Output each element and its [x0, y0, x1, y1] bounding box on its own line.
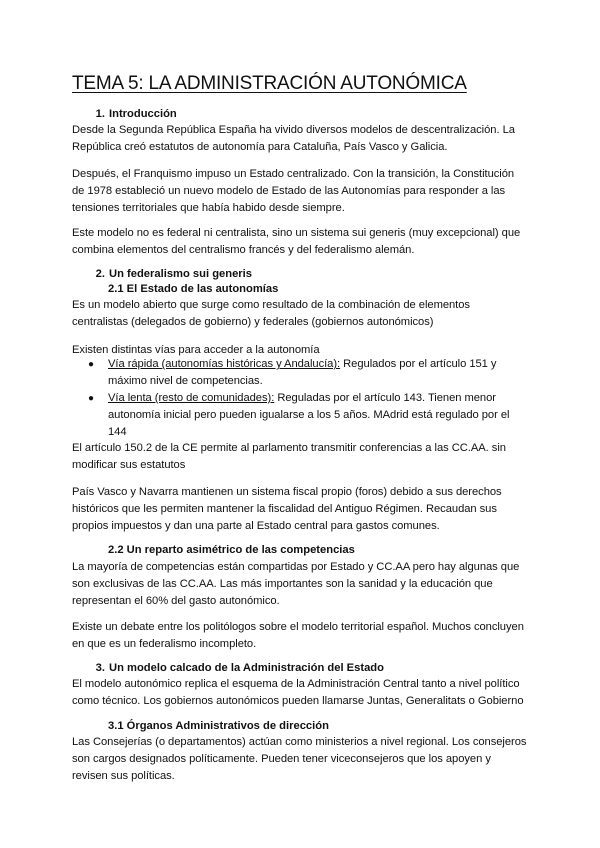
subsection-2-1-heading: 2.1 El Estado de las autonomías — [108, 283, 279, 295]
paragraph-line: como técnico. Los gobiernos autonómicos pueden llamarse Juntas, Generalitats o Gobierno — [72, 695, 524, 707]
paragraph-line: Desde la Segunda República España ha vivido diversos modelos de descentralización. La — [72, 124, 515, 136]
bullet-text: Regulados por el artículo 151 y — [340, 358, 497, 370]
bullet-dot: ● — [88, 393, 95, 404]
bullet-term: Vía lenta (resto de comunidades): — [108, 392, 275, 404]
paragraph-line: El modelo autonómico replica el esquema de la Administración Central tanto a nivel político — [72, 678, 520, 690]
section-1-number: 1. — [95, 108, 105, 120]
paragraph-line: Después, el Franquismo impuso un Estado centralizado. Con la transición, la Constitución — [72, 168, 515, 180]
paragraph-line: modificar sus estatutos — [72, 459, 186, 471]
paragraph-line: Existe un debate entre los politólogos sobre el modelo territorial español. Muchos concluyen — [72, 621, 524, 633]
section-1-heading: Introducción — [109, 108, 177, 120]
paragraph-line: El artículo 150.2 de la CE permite al parlamento transmitir conferencias a las CC.AA. sin — [72, 442, 506, 454]
bullet-line: máximo nivel de competencias. — [108, 375, 263, 387]
document-title: TEMA 5: LA ADMINISTRACIÓN AUTONÓMICA — [72, 73, 467, 94]
paragraph-line: propios impuestos y dan una parte al Estado central para gastos comunes. — [72, 520, 440, 532]
subsection-2-2-heading: 2.2 Un reparto asimétrico de las competencias — [108, 544, 355, 556]
paragraph-line: tensiones territoriales que había habido desde siempre. — [72, 202, 345, 214]
paragraph-line: combina elementos del centralismo francés y del federalismo alemán. — [72, 244, 415, 256]
paragraph-line: centralistas (delegados de gobierno) y federales (gobiernos autonómicos) — [72, 316, 434, 328]
paragraph-line: República creó estatutos de autonomía para Cataluña, País Vasco y Galicia. — [72, 141, 448, 153]
paragraph-line: son exclusivas de las CC.AA. Las más importantes son la sanidad y la educación que — [72, 578, 493, 590]
section-2-heading: Un federalismo sui generis — [109, 268, 252, 280]
subsection-3-1-heading: 3.1 Órganos Administrativos de dirección — [108, 720, 329, 732]
bullet-text: Reguladas por el artículo 143. Tienen menor — [274, 392, 496, 404]
paragraph-line: son cargos designados políticamente. Pueden tener viceconsejeros que los apoyen y — [72, 753, 491, 765]
paragraph-line: Las Consejerías (o departamentos) actúan como ministerios a nivel regional. Los consejeros — [72, 736, 527, 748]
bullet-term: Vía rápida (autonomías históricas y Andalucía): — [108, 358, 341, 370]
paragraph-line: de 1978 estableció un nuevo modelo de Estado de las Autonomías para responder a las — [72, 185, 506, 197]
paragraph-line: en que es un federalismo incompleto. — [72, 638, 257, 650]
paragraph-line: La mayoría de competencias están compartidas por Estado y CC.AA pero hay algunas que — [72, 561, 520, 573]
bullet-dot: ● — [88, 359, 95, 370]
section-3-heading: Un modelo calcado de la Administración del Estado — [109, 662, 384, 674]
paragraph-line: Es un modelo abierto que surge como resultado de la combinación de elementos — [72, 299, 470, 311]
paragraph-line: revisen sus políticas. — [72, 770, 175, 782]
paragraph-line: Este modelo no es federal ni centralista, sino un sistema sui generis (muy excepcional) que — [72, 227, 521, 239]
paragraph-line: históricos que les permiten mantener la fiscalidad del Antiguo Régimen. Recaudan sus — [72, 503, 497, 515]
section-3-number: 3. — [95, 662, 105, 674]
paragraph-line: representan el 60% del gasto autonómico. — [72, 595, 280, 607]
paragraph-line: País Vasco y Navarra mantienen un sistema fiscal propio (foros) debido a sus derechos — [72, 486, 502, 498]
section-2-number: 2. — [95, 268, 105, 280]
bullet-line: autonomía inicial pero pueden igualarse a los 5 años. MAdrid está regulado por el — [108, 409, 510, 421]
bullet-line — [108, 390, 496, 407]
paragraph-line: Existen distintas vías para acceder a la autonomía — [72, 344, 320, 356]
bullet-line — [108, 356, 496, 373]
bullet-line: 144 — [108, 426, 127, 438]
